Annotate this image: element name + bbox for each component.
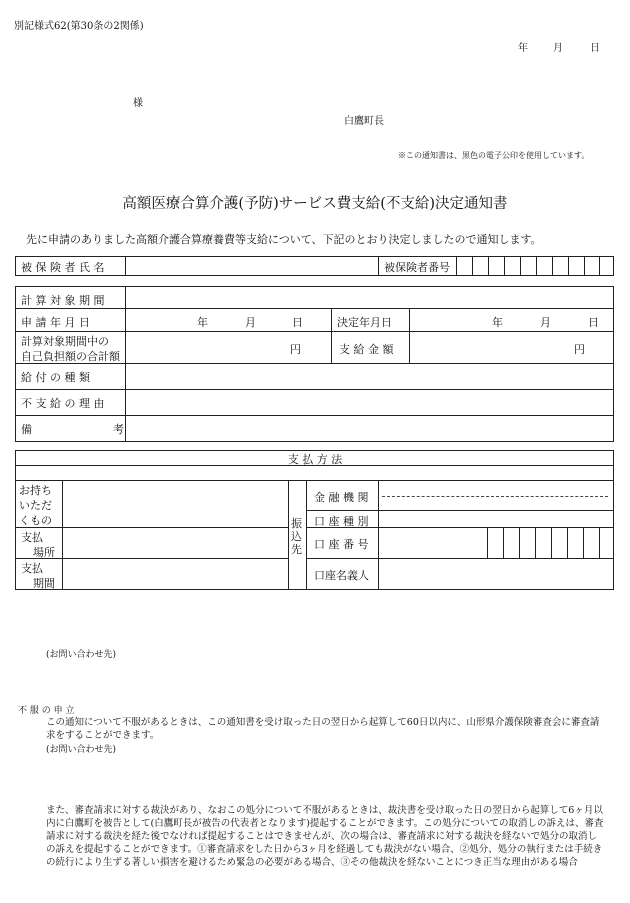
account-number-label: 口 座 番 号: [314, 538, 369, 551]
period-pay-label-1: 支払: [21, 562, 43, 575]
copay-label-2: 自己負担額の合計額: [21, 350, 120, 363]
items-label-3: くもの: [19, 514, 52, 527]
payment-amount-label: 支 給 金 額: [339, 343, 394, 356]
application-date-label: 申 請 年 月 日: [21, 316, 90, 329]
benefit-type-label: 給 付 の 種 類: [21, 371, 90, 384]
insured-row: [15, 256, 614, 276]
bank-label: 金 融 機 関: [314, 491, 369, 504]
addressee-suffix: 様: [133, 98, 143, 109]
appeal-heading: 不 服 の 申 立: [18, 706, 75, 716]
date-month: 月: [553, 43, 563, 54]
dec-month: 月: [540, 316, 551, 329]
decision-table: [15, 286, 614, 442]
app-year: 年: [197, 316, 208, 329]
account-type-label: 口 座 種 別: [314, 515, 369, 528]
contact-label: (お問い合わせ先): [46, 650, 117, 660]
appeal-contact: (お問い合わせ先): [46, 745, 117, 755]
transfer-label-1: 振: [291, 517, 302, 530]
intro-text: 先に申請のありました高額介護合算療養費等支給について、下記のとおり決定しましたので通知します。: [26, 233, 542, 246]
date-day: 日: [590, 43, 600, 54]
decision-date-label: 決定年月日: [337, 316, 392, 329]
page-title: 高額医療合算介護(予防)サービス費支給(不支給)決定通知書: [122, 196, 508, 212]
dec-year: 年: [492, 316, 503, 329]
account-holder-label: 口座名義人: [314, 569, 369, 582]
app-month: 月: [245, 316, 256, 329]
app-day: 日: [292, 316, 303, 329]
period-pay-label-2: 期間: [33, 577, 55, 590]
seal-note: ※この通知書は、黒色の電子公印を使用しています。: [398, 151, 590, 160]
lawsuit-text: また、審査請求に対する裁決があり、なおこの処分について不服があるときは、裁決書を受け取った日の翌日から起算して6ヶ月以内に白鷹町を被告として(白鷹町長が被告の代表者となります)提起することができます。この処分についての取消しの訴えは、審査請求に対する裁決を経た後でなければ提起することはできませんが、次の場合は、審査請求に対する裁決を経ないで処分の取消しの訴えを提起することができます。①審査請求をした日から3ヶ月を経過しても裁決がない場合、②処分、処分の執行または手続きの続行により生ずる著しい損害を避けるため緊急の必要がある場合、③その他裁決を経ないことにつき正当な理由がある場合: [46, 805, 604, 868]
yen-1: 円: [290, 343, 301, 356]
place-label-1: 支払: [21, 531, 43, 544]
form-number: 別記様式62(第30条の2関係): [14, 21, 144, 32]
issuer: 白鷹町長: [344, 116, 384, 127]
items-label-2: いただ: [19, 499, 52, 512]
yen-2: 円: [574, 343, 585, 356]
date-year: 年: [518, 43, 528, 54]
items-label-1: お持ち: [19, 484, 52, 497]
period-label: 計 算 対 象 期 間: [21, 294, 105, 307]
insured-number-label: 被保険者番号: [384, 261, 450, 274]
payment-heading: 支 払 方 法: [287, 453, 343, 466]
remarks-label-2: 考: [113, 423, 124, 436]
dec-day: 日: [588, 316, 599, 329]
appeal-text: この通知について不服があるときは、この通知書を受け取った日の翌日から起算して60日以内に、山形県介護保険審査会に審査請求をすることができます。: [46, 717, 600, 741]
transfer-label-2: 込: [291, 530, 302, 543]
transfer-label-3: 先: [291, 543, 302, 556]
copay-label-1: 計算対象期間中の: [21, 335, 109, 348]
insured-name-label: 被 保 険 者 氏 名: [21, 261, 105, 274]
non-pay-reason-label: 不 支 給 の 理 由: [21, 397, 105, 410]
place-label-2: 場所: [33, 546, 55, 559]
remarks-label-1: 備: [21, 423, 32, 436]
